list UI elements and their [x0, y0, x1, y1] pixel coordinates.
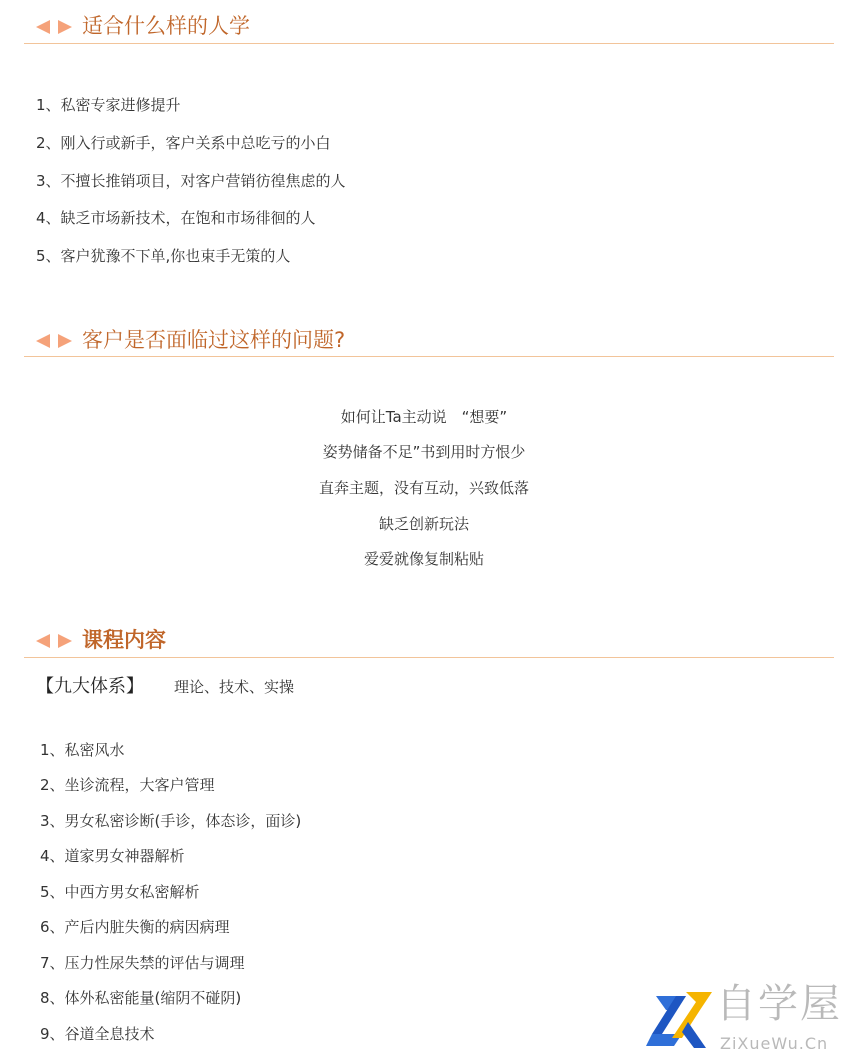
section-title: 课程内容 [82, 628, 166, 652]
system-subtitle: 理论、技术、实操 [174, 678, 295, 696]
watermark-domain: ZiXueWu.Cn [720, 1034, 829, 1053]
section-title: 客户是否面临过这样的问题? [82, 328, 346, 352]
list-item: 1、私密专家进修提升 [36, 96, 181, 114]
list-item: 3、不擅长推销项目，对客户营销彷徨焦虑的人 [36, 172, 346, 190]
problem-item: 如何让Ta主动说 “想要” [340, 408, 508, 426]
section-title: 适合什么样的人学 [82, 14, 250, 38]
problem-item: 直奔主题，没有互动，兴致低落 [318, 479, 529, 497]
list-item: 5、客户犹豫不下单,你也束手无策的人 [36, 247, 291, 265]
system-title: 【九大体系】 [36, 676, 144, 697]
course-item: 2、坐诊流程，大客户管理 [40, 776, 215, 794]
course-item: 8、体外私密能量(缩阴不碰阴) [40, 989, 242, 1007]
list-item: 4、缺乏市场新技术，在饱和市场徘徊的人 [36, 209, 316, 227]
course-item: 7、压力性尿失禁的评估与调理 [40, 954, 245, 972]
double-arrow-icon [36, 334, 72, 348]
course-item: 5、中西方男女私密解析 [40, 883, 200, 901]
watermark-brand: 自学屋 [716, 981, 842, 1027]
problem-item: 缺乏创新玩法 [378, 515, 469, 533]
list-item: 2、刚入行或新手，客户关系中总吃亏的小白 [36, 134, 331, 152]
section-header-problems [24, 322, 834, 357]
course-item: 9、谷道全息技术 [40, 1025, 155, 1043]
zx-logo-icon [642, 988, 716, 1054]
section-header-audience [24, 10, 834, 44]
watermark [640, 982, 848, 1059]
course-item: 3、男女私密诊断(手诊，体态诊，面诊) [40, 812, 302, 830]
double-arrow-icon [36, 20, 72, 34]
course-item: 6、产后内脏失衡的病因病理 [40, 918, 230, 936]
section-header-course [24, 624, 834, 658]
problem-item: 爱爱就像复制粘贴 [363, 550, 484, 568]
course-item: 4、道家男女神器解析 [40, 847, 185, 865]
course-item: 1、私密风水 [40, 741, 125, 759]
double-arrow-icon [36, 634, 72, 648]
problem-item: 姿势储备不足”书到用时方恨少 [322, 443, 526, 461]
